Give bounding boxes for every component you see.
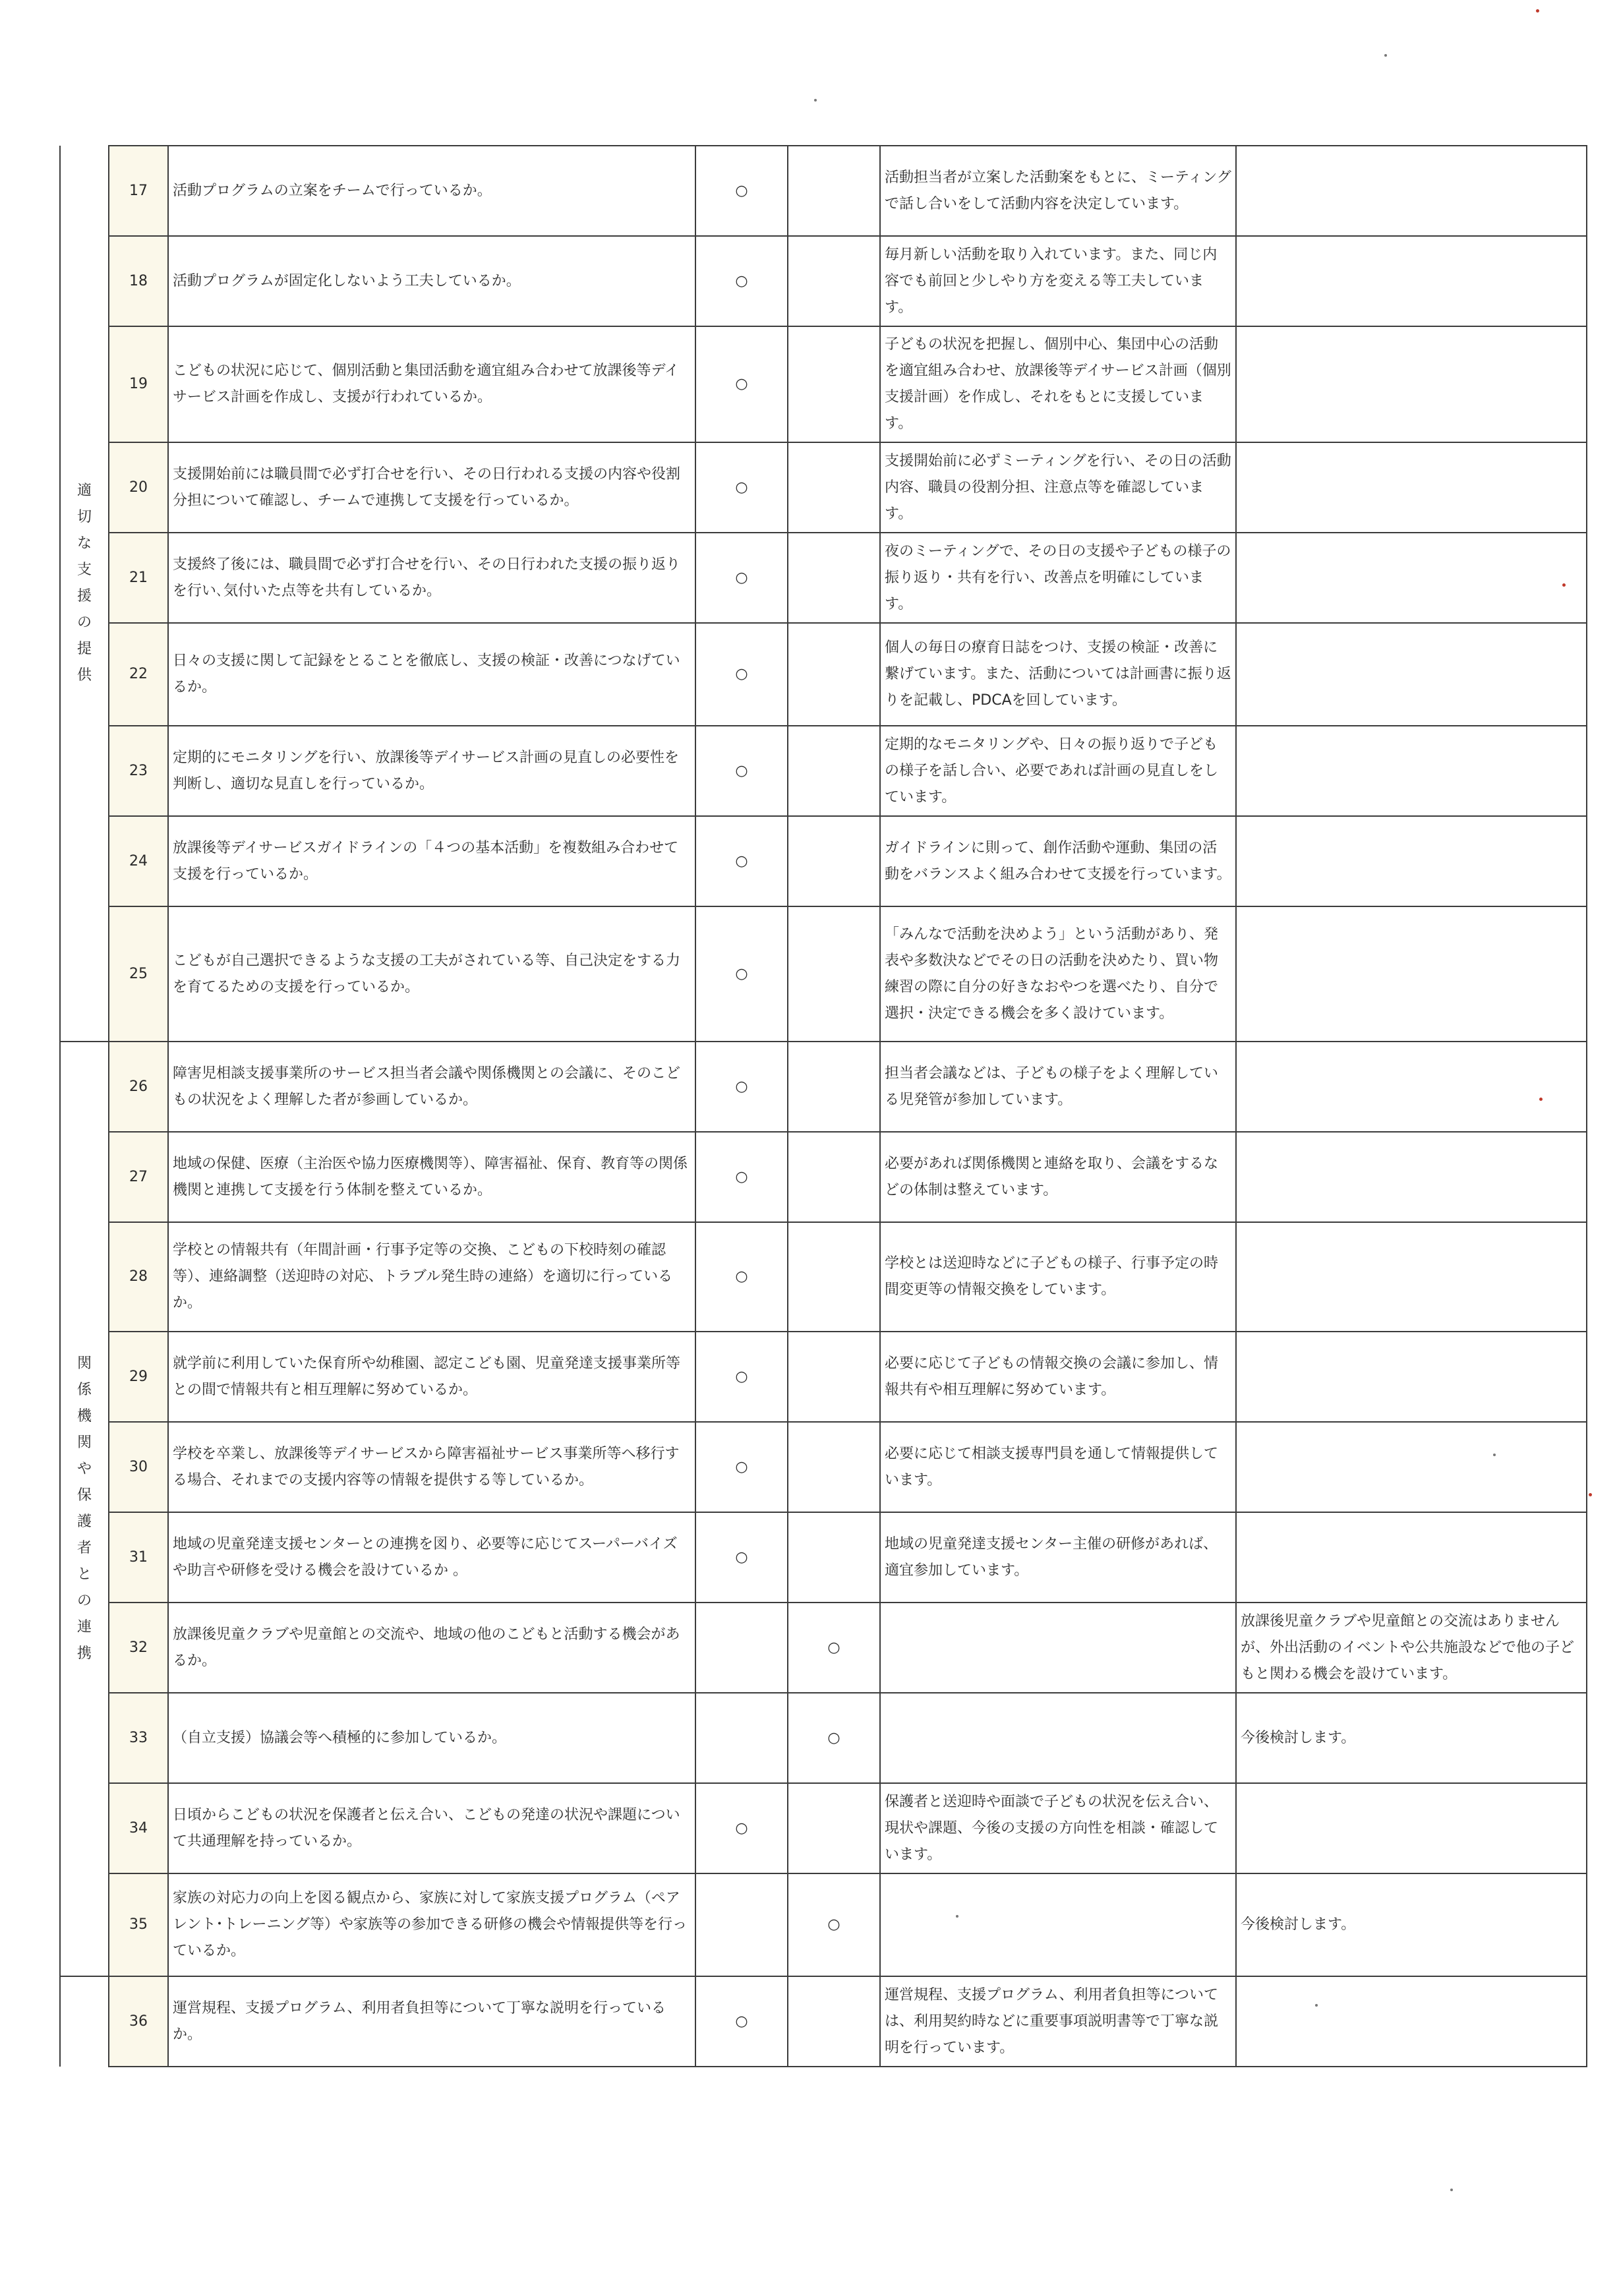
answer-text: 保護者と送迎時や面談で子どもの状況を伝え合い、現状や課題、今後の支援の方向性を相談・確認しています。 (880, 1783, 1236, 1873)
no-mark (788, 906, 880, 1042)
remark-text (1236, 1783, 1587, 1873)
question-text: 支援終了後には、職員間で必ず打合せを行い、その日行われた支援の振り返りを行い､気付いた点等を共有しているか。 (168, 533, 695, 623)
yes-mark: ○ (695, 1976, 788, 2067)
category-label: 関 係 機 関 や 保 護 者 と の 連 携 (76, 1355, 92, 1662)
question-text: 放課後等デイサービスガイドラインの「４つの基本活動」を複数組み合わせて支援を行っているか。 (168, 816, 695, 906)
table-row (60, 533, 1587, 623)
answer-text: 地域の児童発達支援センター主催の研修があれば、適宜参加しています。 (880, 1512, 1236, 1603)
table-row (60, 442, 1587, 533)
answer-text: 必要に応じて相談支援専門員を通して情報提供しています。 (880, 1422, 1236, 1512)
yes-mark: ○ (695, 1512, 788, 1603)
row-number: 17 (109, 146, 168, 236)
question-text: 活動プログラムが固定化しないよう工夫しているか。 (168, 236, 695, 326)
scan-speck (1589, 1493, 1592, 1496)
answer-text (880, 1693, 1236, 1783)
table-row (60, 1873, 1587, 1976)
scan-speck (1536, 9, 1539, 13)
yes-mark: ○ (695, 236, 788, 326)
row-number: 27 (109, 1132, 168, 1222)
table-row (60, 1976, 1587, 2067)
remark-text (1236, 533, 1587, 623)
answer-text (880, 1873, 1236, 1976)
yes-mark: ○ (695, 1042, 788, 1132)
table-row (60, 1042, 1587, 1132)
remark-text (1236, 442, 1587, 533)
remark-text (1236, 326, 1587, 442)
answer-text: 支援開始前に必ずミーティングを行い、その日の活動内容、職員の役割分担、注意点等を確認しています。 (880, 442, 1236, 533)
yes-mark: ○ (695, 1422, 788, 1512)
no-mark: ○ (788, 1693, 880, 1783)
scan-speck (814, 99, 817, 102)
category-cell (60, 1976, 109, 2067)
row-number: 23 (109, 726, 168, 816)
no-mark (788, 726, 880, 816)
table-row (60, 726, 1587, 816)
question-text: こどもが自己選択できるような支援の工夫がされている等、自己決定をする力を育てるための支援を行っているか。 (168, 906, 695, 1042)
question-text: 地域の児童発達支援センターとの連携を図り、必要等に応じてスーパーバイズや助言や研修を受ける機会を設けているか 。 (168, 1512, 695, 1603)
yes-mark (695, 1873, 788, 1976)
remark-text (1236, 1222, 1587, 1332)
row-number: 24 (109, 816, 168, 906)
row-number: 34 (109, 1783, 168, 1873)
answer-text: 「みんなで活動を決めよう」という活動があり、発表や多数決などでその日の活動を決めたり、買い物練習の際に自分の好きなおやつを選べたり、自分で選択・決定できる機会を多く設けています。 (880, 906, 1236, 1042)
remark-text: 今後検討します。 (1236, 1873, 1587, 1976)
no-mark: ○ (788, 1873, 880, 1976)
row-number: 31 (109, 1512, 168, 1603)
remark-text (1236, 146, 1587, 236)
question-text: 家族の対応力の向上を図る観点から、家族に対して家族支援プログラム（ペアレント･トレーニング等）や家族等の参加できる研修の機会や情報提供等を行っているか。 (168, 1873, 695, 1976)
row-number: 21 (109, 533, 168, 623)
remark-text: 放課後児童クラブや児童館との交流はありませんが、外出活動のイベントや公共施設などで他の子どもと関わる機会を設けています。 (1236, 1603, 1587, 1693)
question-text: 日々の支援に関して記録をとることを徹底し、支援の検証・改善につなげているか。 (168, 623, 695, 726)
question-text: 放課後児童クラブや児童館との交流や、地域の他のこどもと活動する機会があるか。 (168, 1603, 695, 1693)
answer-text: 個人の毎日の療育日誌をつけ、支援の検証・改善に繋げています。また、活動については計画書に振り返りを記載し、PDCAを回しています。 (880, 623, 1236, 726)
remark-text (1236, 816, 1587, 906)
question-text: 就学前に利用していた保育所や幼稚園、認定こども園、児童発達支援事業所等との間で情報共有と相互理解に努めているか。 (168, 1332, 695, 1422)
remark-text (1236, 1512, 1587, 1603)
table-row (60, 1332, 1587, 1422)
table-row (60, 1603, 1587, 1693)
table-row (60, 1783, 1587, 1873)
no-mark (788, 533, 880, 623)
no-mark (788, 1332, 880, 1422)
remark-text (1236, 1132, 1587, 1222)
remark-text (1236, 1422, 1587, 1512)
row-number: 19 (109, 326, 168, 442)
row-number: 29 (109, 1332, 168, 1422)
remark-text (1236, 236, 1587, 326)
question-text: 地域の保健、医療（主治医や協力医療機関等）、障害福祉、保育、教育等の関係機関と連携して支援を行う体制を整えているか。 (168, 1132, 695, 1222)
no-mark (788, 146, 880, 236)
answer-text (880, 1603, 1236, 1693)
question-text: 障害児相談支援事業所のサービス担当者会議や関係機関との会議に、そのこどもの状況をよく理解した者が参画しているか。 (168, 1042, 695, 1132)
category-cell (60, 1042, 109, 1976)
answer-text: 毎月新しい活動を取り入れています。また、同じ内容でも前回と少しやり方を変える等工夫しています。 (880, 236, 1236, 326)
yes-mark: ○ (695, 623, 788, 726)
no-mark (788, 1132, 880, 1222)
remark-text (1236, 1042, 1587, 1132)
no-mark (788, 816, 880, 906)
yes-mark: ○ (695, 816, 788, 906)
row-number: 18 (109, 236, 168, 326)
answer-text: 子どもの状況を把握し、個別中心、集団中心の活動を適宜組み合わせ、放課後等デイサービス計画（個別支援計画）を作成し、それをもとに支援しています。 (880, 326, 1236, 442)
yes-mark: ○ (695, 326, 788, 442)
row-number: 22 (109, 623, 168, 726)
no-mark (788, 1783, 880, 1873)
question-text: 活動プログラムの立案をチームで行っているか。 (168, 146, 695, 236)
answer-text: 定期的なモニタリングや、日々の振り返りで子どもの様子を話し合い、必要であれば計画の見直しをしています。 (880, 726, 1236, 816)
answer-text: 夜のミーティングで、その日の支援や子どもの様子の振り返り・共有を行い、改善点を明確にしています。 (880, 533, 1236, 623)
answer-text: 必要があれば関係機関と連絡を取り、会議をするなどの体制は整えています。 (880, 1132, 1236, 1222)
row-number: 26 (109, 1042, 168, 1132)
answer-text: 運営規程、支援プログラム、利用者負担等については、利用契約時などに重要事項説明書等で丁寧な説明を行っています。 (880, 1976, 1236, 2067)
remark-text (1236, 726, 1587, 816)
answer-text: 活動担当者が立案した活動案をもとに、ミーティングで話し合いをして活動内容を決定しています。 (880, 146, 1236, 236)
no-mark: ○ (788, 1603, 880, 1693)
question-text: 運営規程、支援プログラム、利用者負担等について丁寧な説明を行っているか。 (168, 1976, 695, 2067)
table-row (60, 326, 1587, 442)
yes-mark: ○ (695, 906, 788, 1042)
remark-text (1236, 906, 1587, 1042)
no-mark (788, 442, 880, 533)
no-mark (788, 236, 880, 326)
table-row (60, 1422, 1587, 1512)
yes-mark: ○ (695, 146, 788, 236)
yes-mark: ○ (695, 726, 788, 816)
no-mark (788, 1512, 880, 1603)
self-evaluation-table (59, 145, 1587, 2067)
answer-text: 学校とは送迎時などに子どもの様子、行事予定の時間変更等の情報交換をしています。 (880, 1222, 1236, 1332)
table-row (60, 816, 1587, 906)
row-number: 20 (109, 442, 168, 533)
question-text: 日頃からこどもの状況を保護者と伝え合い、こどもの発達の状況や課題について共通理解を持っているか。 (168, 1783, 695, 1873)
row-number: 28 (109, 1222, 168, 1332)
table-row (60, 1512, 1587, 1603)
yes-mark: ○ (695, 1783, 788, 1873)
no-mark (788, 1422, 880, 1512)
no-mark (788, 326, 880, 442)
no-mark (788, 1976, 880, 2067)
question-text: 定期的にモニタリングを行い、放課後等デイサービス計画の見直しの必要性を判断し、適切な見直しを行っているか。 (168, 726, 695, 816)
yes-mark: ○ (695, 533, 788, 623)
answer-text: ガイドラインに則って、創作活動や運動、集団の活動をバランスよく組み合わせて支援を行っています。 (880, 816, 1236, 906)
row-number: 33 (109, 1693, 168, 1783)
question-text: 支援開始前には職員間で必ず打合せを行い、その日行われる支援の内容や役割分担について確認し、チームで連携して支援を行っているか。 (168, 442, 695, 533)
question-text: こどもの状況に応じて、個別活動と集団活動を適宜組み合わせて放課後等デイサービス計画を作成し、支援が行われているか。 (168, 326, 695, 442)
table-row (60, 623, 1587, 726)
yes-mark (695, 1693, 788, 1783)
table-row (60, 146, 1587, 236)
row-number: 36 (109, 1976, 168, 2067)
scan-speck (1450, 2189, 1453, 2191)
remark-text: 今後検討します。 (1236, 1693, 1587, 1783)
question-text: 学校を卒業し、放課後等デイサービスから障害福祉サービス事業所等へ移行する場合、それまでの支援内容等の情報を提供する等しているか。 (168, 1422, 695, 1512)
yes-mark: ○ (695, 442, 788, 533)
row-number: 25 (109, 906, 168, 1042)
row-number: 30 (109, 1422, 168, 1512)
remark-text (1236, 1976, 1587, 2067)
yes-mark (695, 1603, 788, 1693)
answer-text: 担当者会議などは、子どもの様子をよく理解している児発管が参加しています。 (880, 1042, 1236, 1132)
remark-text (1236, 623, 1587, 726)
row-number: 32 (109, 1603, 168, 1693)
remark-text (1236, 1332, 1587, 1422)
category-cell (60, 146, 109, 1042)
answer-text: 必要に応じて子どもの情報交換の会議に参加し、情報共有や相互理解に努めています。 (880, 1332, 1236, 1422)
no-mark (788, 1042, 880, 1132)
question-text: 学校との情報共有（年間計画・行事予定等の交換、こどもの下校時刻の確認等）、連絡調整（送迎時の対応、トラブル発生時の連絡）を適切に行っているか。 (168, 1222, 695, 1332)
no-mark (788, 623, 880, 726)
yes-mark: ○ (695, 1222, 788, 1332)
table-row (60, 1222, 1587, 1332)
table-row (60, 1693, 1587, 1783)
table-row (60, 906, 1587, 1042)
category-label: 適 切 な 支 援 の 提 供 (76, 483, 92, 684)
table-row (60, 1132, 1587, 1222)
row-number: 35 (109, 1873, 168, 1976)
yes-mark: ○ (695, 1132, 788, 1222)
question-text: （自立支援）協議会等へ積極的に参加しているか。 (168, 1693, 695, 1783)
scan-speck (1384, 54, 1387, 57)
yes-mark: ○ (695, 1332, 788, 1422)
no-mark (788, 1222, 880, 1332)
table-row (60, 236, 1587, 326)
